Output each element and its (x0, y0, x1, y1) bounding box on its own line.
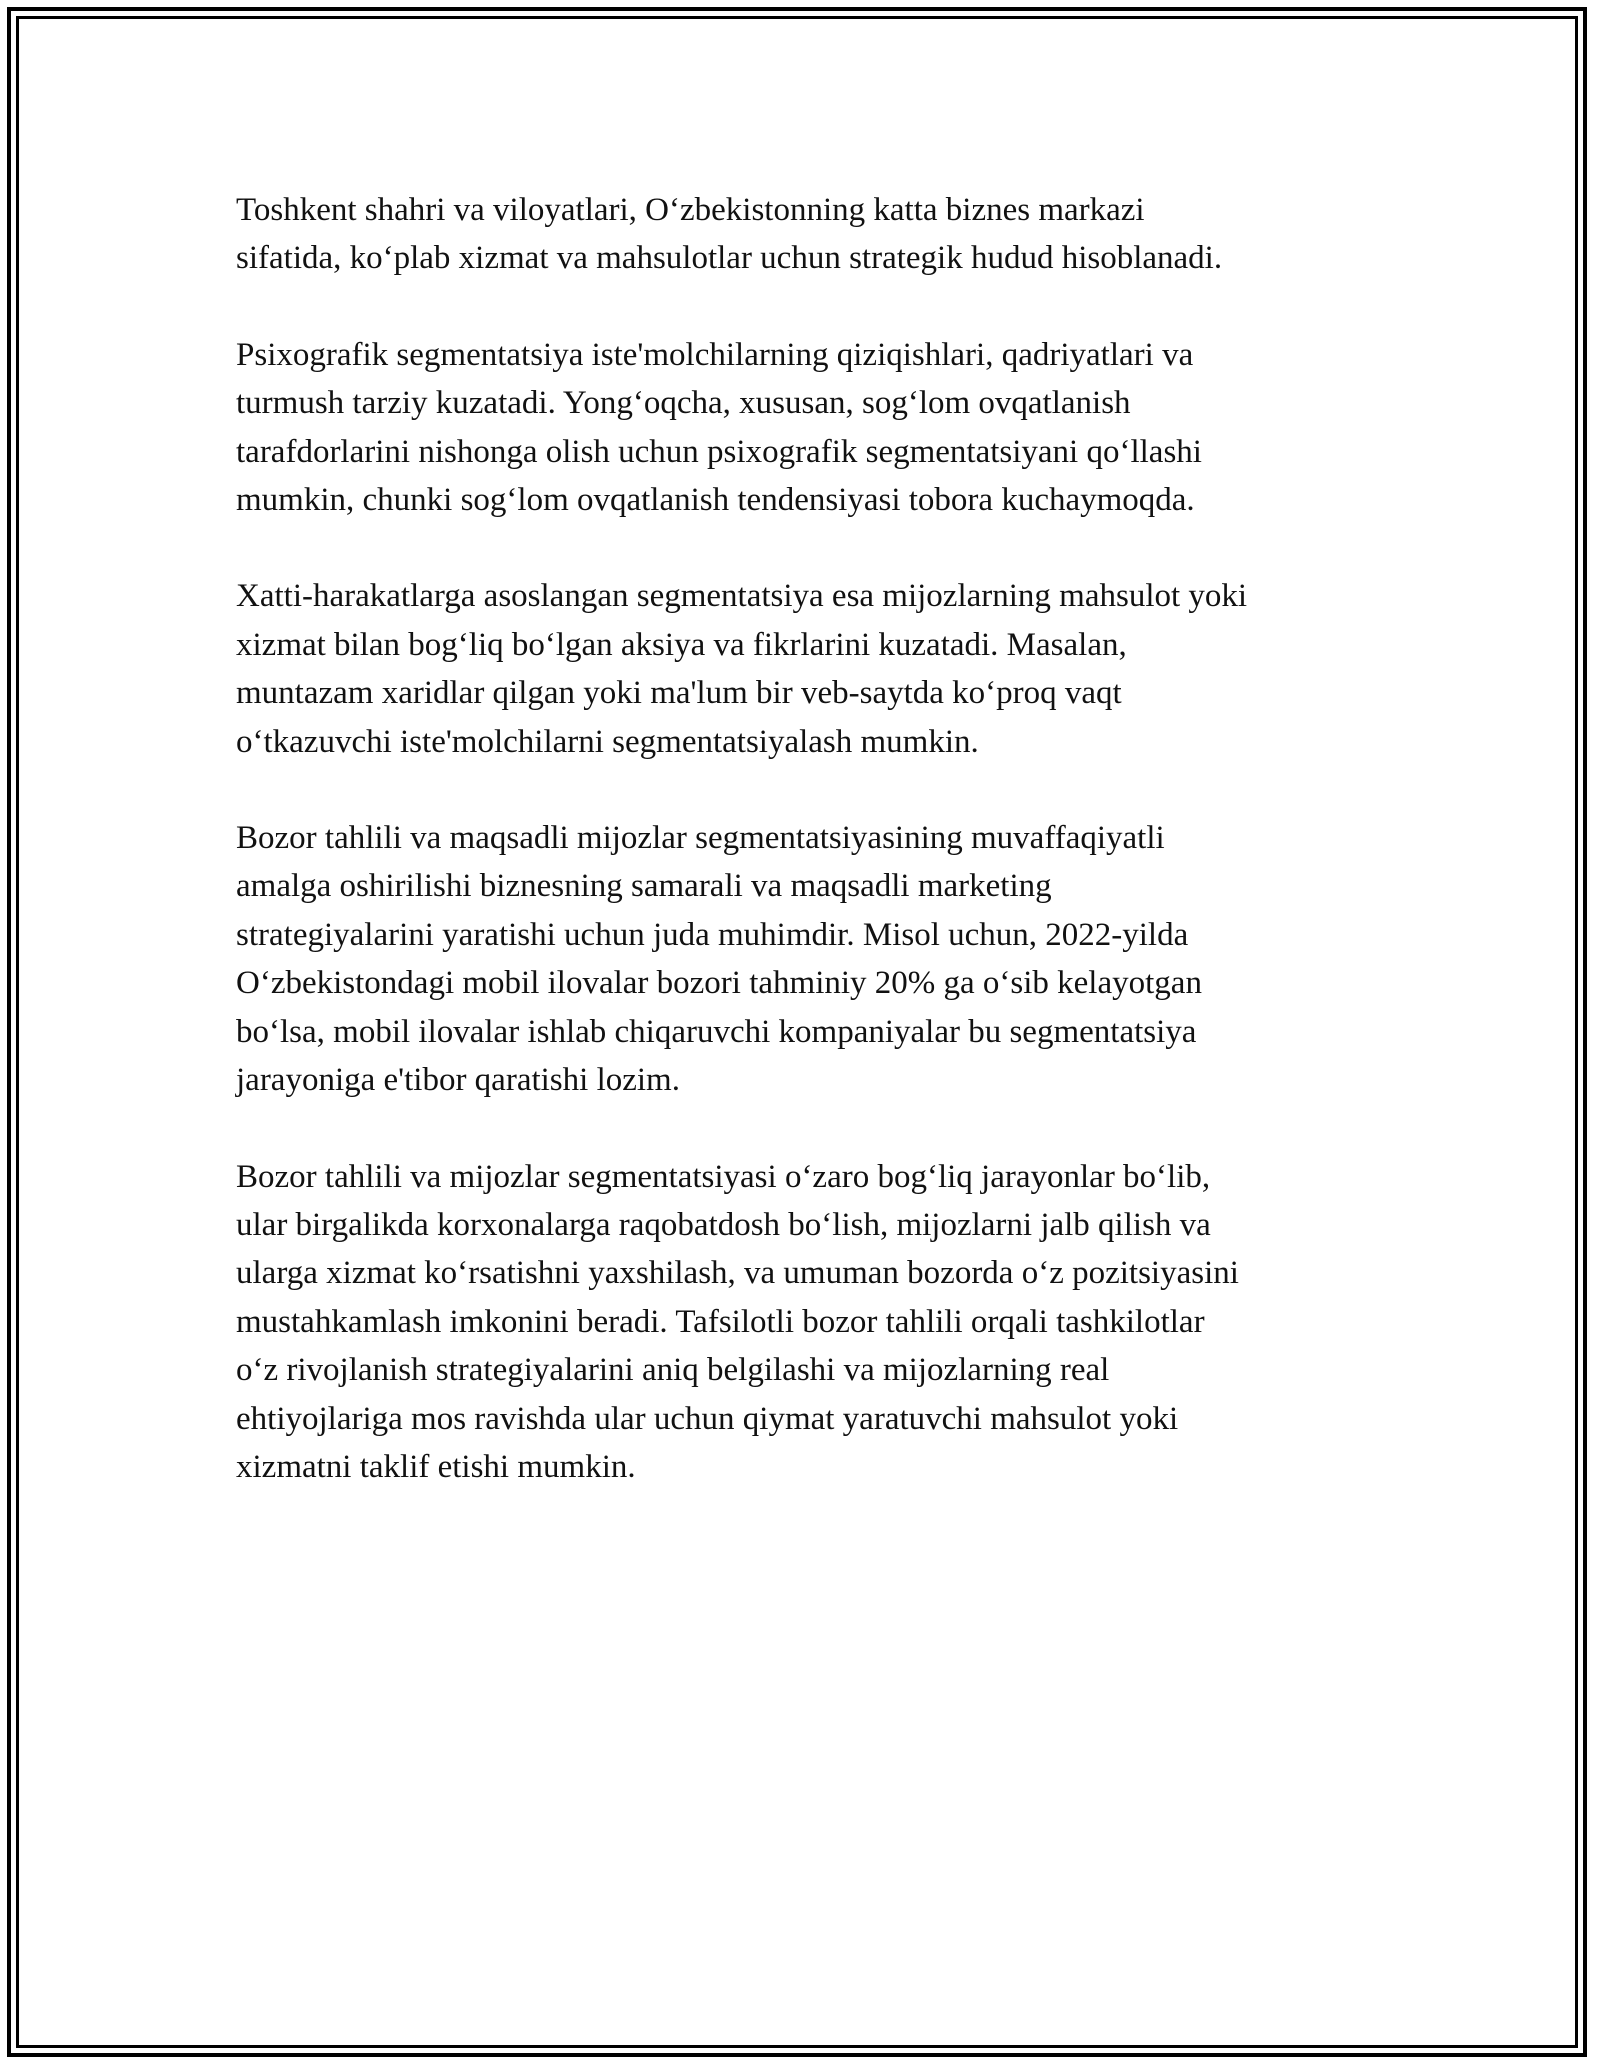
paragraph-2: Psixografik segmentatsiya iste'molchilarning qiziqishlari, qadriyatlari va turmush tarziy kuzatadi. Yong‘oqcha, xususan, sog‘lom ovqatlanish tarafdorlarini nishonga olish uchun psixografik segmentatsiyani qo‘llashi mumkin, chunki sog‘lom ovqatlanish tendensiyasi tobora kuchaymoqda. (236, 336, 1202, 519)
paragraph-4: Bozor tahlili va maqsadli mijozlar segmentatsiyasining muvaffaqiyatli amalga oshirilishi biznesning samarali va maqsadli marketing strategiyalarini yaratishi uchun juda muhimdir. Misol uchun, 2022-yilda O‘zbekistondagi mobil ilovalar bozori tahminiy 20% ga o‘sib kelayotgan bo‘lsa, mobil ilovalar ishlab chiqaruvchi kompaniyalar bu segmentatsiya jarayoniga e'tibor qaratishi lozim. (236, 820, 1202, 1099)
document-body (236, 186, 1366, 1539)
paragraph-1: Toshkent shahri va viloyatlari, O‘zbekistonning katta biznes markazi sifatida, ko‘plab xizmat va mahsulotlar uchun strategik hudud hisoblanadi. (236, 192, 1223, 277)
paragraph-5: Bozor tahlili va mijozlar segmentatsiyasi o‘zaro bog‘liq jarayonlar bo‘lib, ular birgalikda korxonalarga raqobatdosh bo‘lish, mijozlarni jalb qilish va ularga xizmat ko‘rsatishni yaxshilash, va umuman bozorda o‘z pozitsiyasini mustahkamlash imkonini beradi. Tafsilotli bozor tahlili orqali tashkilotlar o‘z rivojlanish strategiyalarini aniq belgilashi va mijozlarning real ehtiyojlariga mos ravishda ular uchun qiymat yaratuvchi mahsulot yoki xizmatni taklif etishi mumkin. (236, 1158, 1239, 1485)
paragraph-3: Xatti-harakatlarga asoslangan segmentatsiya esa mijozlarning mahsulot yoki xizmat bilan bog‘liq bo‘lgan aksiya va fikrlarini kuzatadi. Masalan, muntazam xaridlar qilgan yoki ma'lum bir veb-saytda ko‘proq vaqt o‘tkazuvchi iste'molchilarni segmentatsiyalash mumkin. (236, 578, 1248, 760)
